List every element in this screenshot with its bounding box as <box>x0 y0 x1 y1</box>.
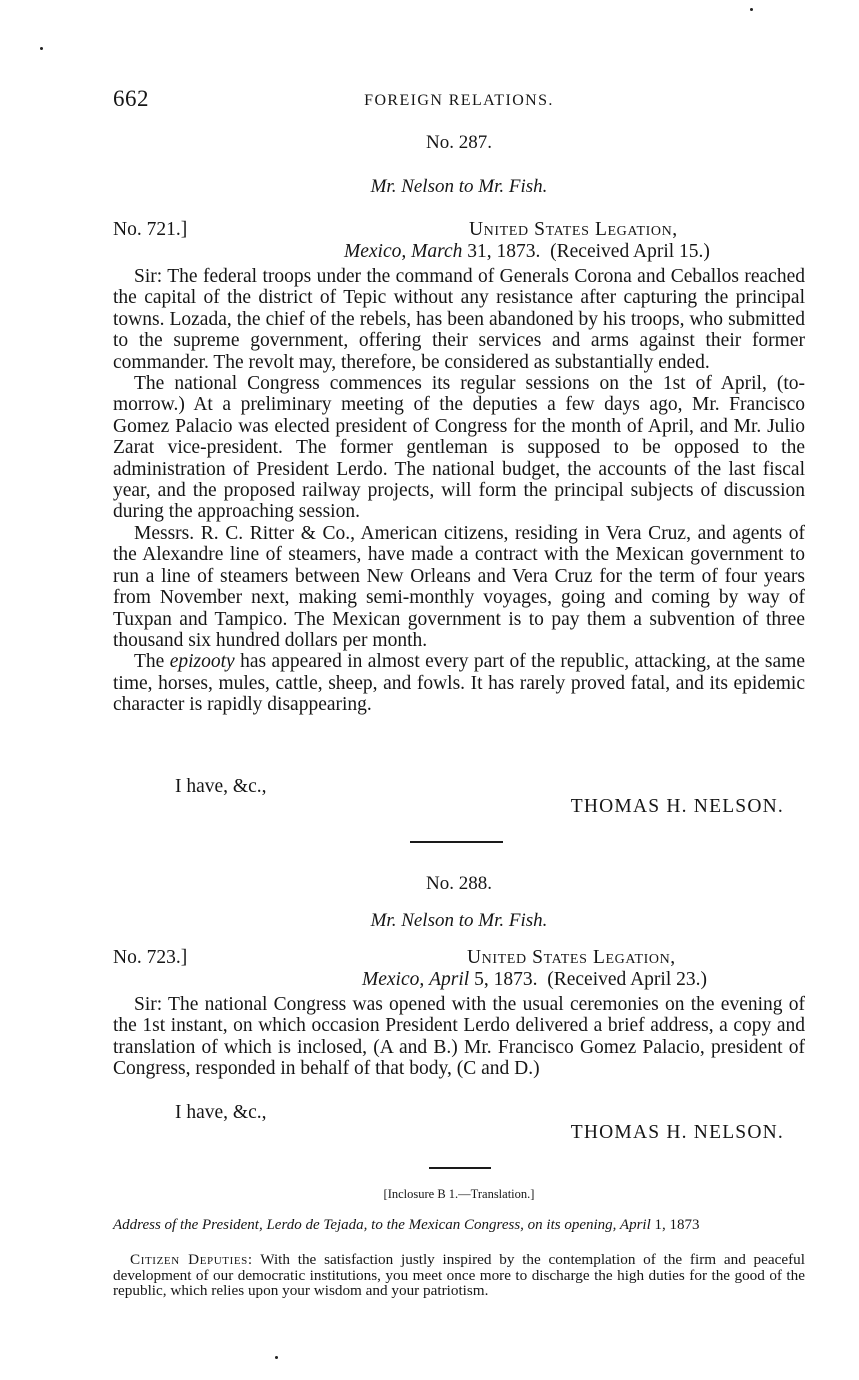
salutation: Citizen Deputies: <box>130 1251 253 1268</box>
inclosure-label: [Inclosure B 1.—Translation.] <box>383 1187 535 1201</box>
letter-body <box>113 266 805 716</box>
body-paragraph: Sir: The national Congress was opened with the usual ceremonies on the evening of the 1st instant, on which occasion President Lerdo delivered a brief address, a copy and translation of which is inclosed, (A and B.) Mr. Francisco Gomez Palacio, president of Congress, responded in behalf of that body, (C and D.) <box>113 994 805 1080</box>
letter-body <box>113 994 805 1080</box>
page-number: 662 <box>113 86 149 111</box>
body-paragraph: Sir: The federal troops under the command of Generals Corona and Ceballos reached the capital of the district of Tepic without any resistance after capturing the principal towns. Lozada, the chief of the rebels, has been abandoned by his troops, who submitted to the supreme government, offering their services and arms against their former commander. The revolt may, therefore, be considered as substantially ended. <box>113 266 805 373</box>
dateline-place: Mexico, <box>344 241 407 262</box>
document-number: No. 288. <box>426 873 492 894</box>
document-number: No. 287. <box>426 132 492 153</box>
received-note: (Received April 23.) <box>547 969 707 990</box>
body-paragraph: The national Congress commences its regular sessions on the 1st of April, (to-morrow.) At a preliminary meeting of the deputies a few days ago, Mr. Francisco Gomez Palacio was elected president of Congress for the month of April, and Mr. Julio Zarat vice-president. The former gentleman is supposed to be opposed to the administration of President Lerdo. The national budget, the accounts of the last fiscal year, and the proposed railway projects, will form the principal subjects of discussion during the approaching session. <box>113 373 805 523</box>
dateline-month: March <box>411 241 463 262</box>
dateline-month: April <box>429 969 470 990</box>
signature: THOMAS H. NELSON. <box>570 796 784 817</box>
dateline <box>362 969 707 991</box>
dateline-day-year: 31, 1873. <box>467 241 541 262</box>
closing: I have, &c., <box>175 1102 267 1123</box>
document-title: Mr. Nelson to Mr. Fish. <box>370 176 548 197</box>
scan-speck <box>40 47 43 50</box>
body-paragraph: Messrs. R. C. Ritter & Co., American citizens, residing in Vera Cruz, and agents of the Alexandre line of steamers, have made a contract with the Mexican government to run a line of steamers between New Orleans and Vera Cruz for the term of four years from November next, making semi-monthly voyages, going and coming by way of Tuxpan and Tampico. The Mexican government is to pay them a subvention of three thousand six hundred dollars per month. <box>113 522 805 651</box>
closing: I have, &c., <box>175 776 267 797</box>
section-divider <box>410 841 503 843</box>
document-title: Mr. Nelson to Mr. Fish. <box>370 910 548 931</box>
address-title <box>113 1217 805 1234</box>
scan-speck <box>275 1356 278 1359</box>
address-title-date: 1, 1873 <box>650 1217 700 1233</box>
dispatch-number: No. 721.] <box>113 219 188 240</box>
page-header <box>113 86 805 116</box>
body-paragraph <box>113 651 805 715</box>
running-title: FOREIGN RELATIONS. <box>364 92 554 109</box>
dateline-place: Mexico, <box>362 969 425 990</box>
legation-heading: United States Legation, <box>467 947 676 968</box>
dispatch-number: No. 723.] <box>113 947 188 968</box>
paragraph-text: has appeared in almost every part of the republic, attacking, at the same time, horses, mules, cattle, sheep, and fowls. It has rarely proved fatal, and its epidemic character is rapidly disappearing. <box>113 651 805 716</box>
address-text: With the satisfaction justly inspired by the contemplation of the firm and peaceful development of our democratic institutions, you meet once more to discharge the high duties for the good of the republic, which relies upon your wisdom and your patriotism. <box>113 1251 805 1300</box>
received-note: (Received April 15.) <box>550 241 710 262</box>
signature: THOMAS H. NELSON. <box>570 1122 784 1143</box>
scan-speck <box>750 8 753 11</box>
address-paragraph <box>113 1252 805 1299</box>
address-title-text: Address of the President, Lerdo de Tejada, to the Mexican Congress, on its opening, April <box>113 1217 651 1233</box>
dateline <box>344 241 710 263</box>
legation-heading: United States Legation, <box>469 219 678 240</box>
paragraph-text: The <box>134 651 170 673</box>
emphasized-term: epizooty <box>169 651 235 673</box>
dateline-day-year: 5, 1873. <box>474 969 538 990</box>
section-divider <box>429 1167 491 1169</box>
